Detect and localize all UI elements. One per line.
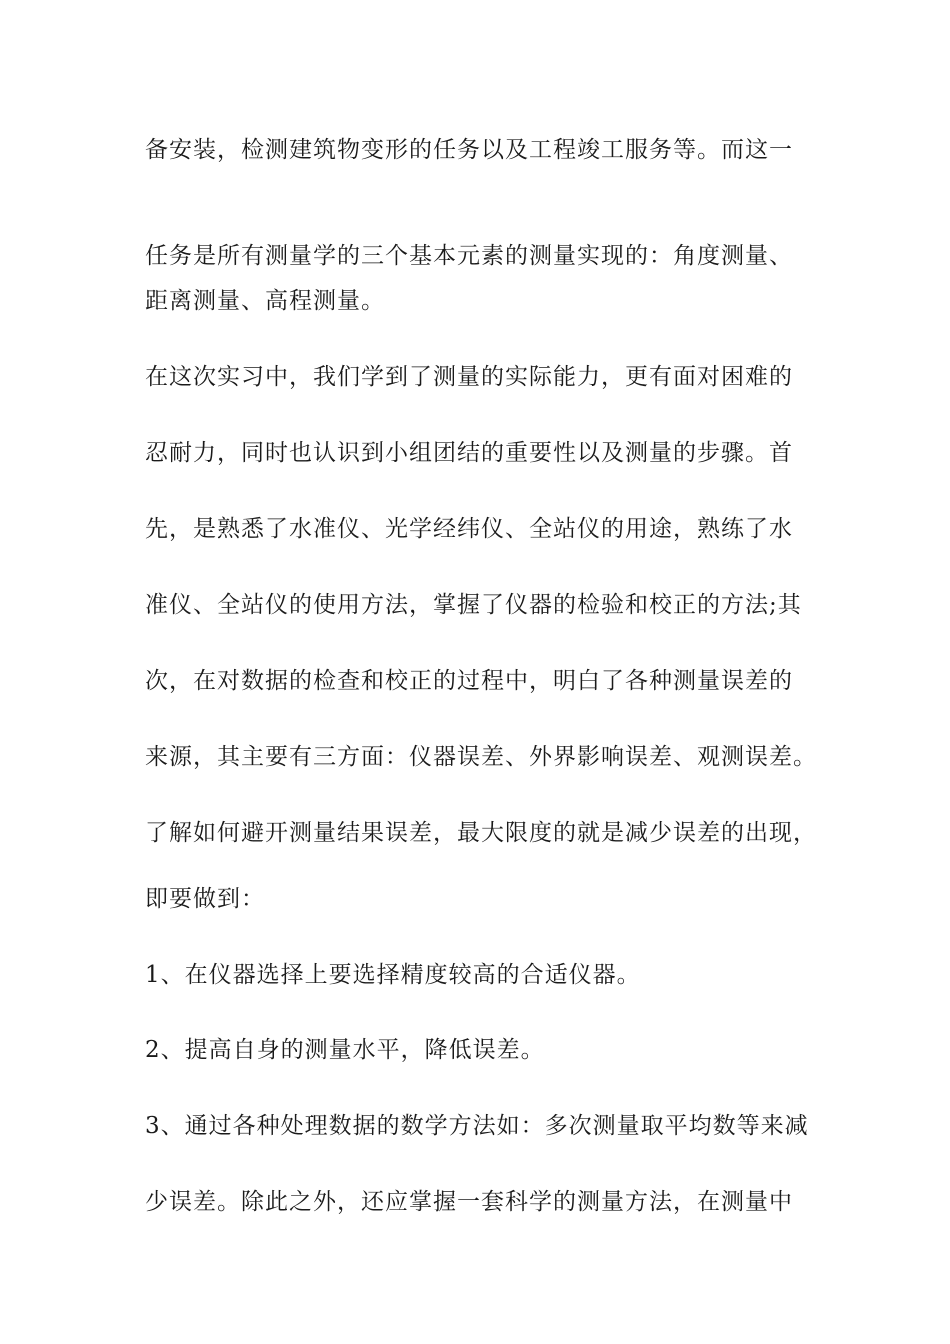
text-line: 了解如何避开测量结果误差，最大限度的就是减少误差的出现，	[145, 820, 817, 846]
list-item: 3、通过各种处理数据的数学方法如：多次测量取平均数等来减	[145, 1113, 809, 1139]
text-line: 来源，其主要有三方面：仪器误差、外界影响误差、观测误差。	[145, 744, 817, 770]
list-item: 1、在仪器选择上要选择精度较高的合适仪器。	[145, 962, 641, 988]
text-line: 少误差。除此之外，还应掌握一套科学的测量方法，在测量中	[145, 1189, 793, 1215]
text-line: 次，在对数据的检查和校正的过程中，明白了各种测量误差的	[145, 668, 793, 694]
text-line: 距离测量、高程测量。	[145, 288, 385, 314]
text-line: 在这次实习中，我们学到了测量的实际能力，更有面对困难的	[145, 364, 793, 390]
list-item: 2、提高自身的测量水平，降低误差。	[145, 1037, 545, 1063]
text-line: 先，是熟悉了水准仪、光学经纬仪、全站仪的用途，熟练了水	[145, 516, 793, 542]
text-line: 忍耐力，同时也认识到小组团结的重要性以及测量的步骤。首	[145, 440, 793, 466]
text-line: 准仪、全站仪的使用方法，掌握了仪器的检验和校正的方法;其	[145, 592, 802, 618]
text-line: 备安装，检测建筑物变形的任务以及工程竣工服务等。而这一	[145, 137, 793, 163]
text-line: 任务是所有测量学的三个基本元素的测量实现的：角度测量、	[145, 243, 793, 269]
text-line: 即要做到：	[145, 886, 265, 912]
